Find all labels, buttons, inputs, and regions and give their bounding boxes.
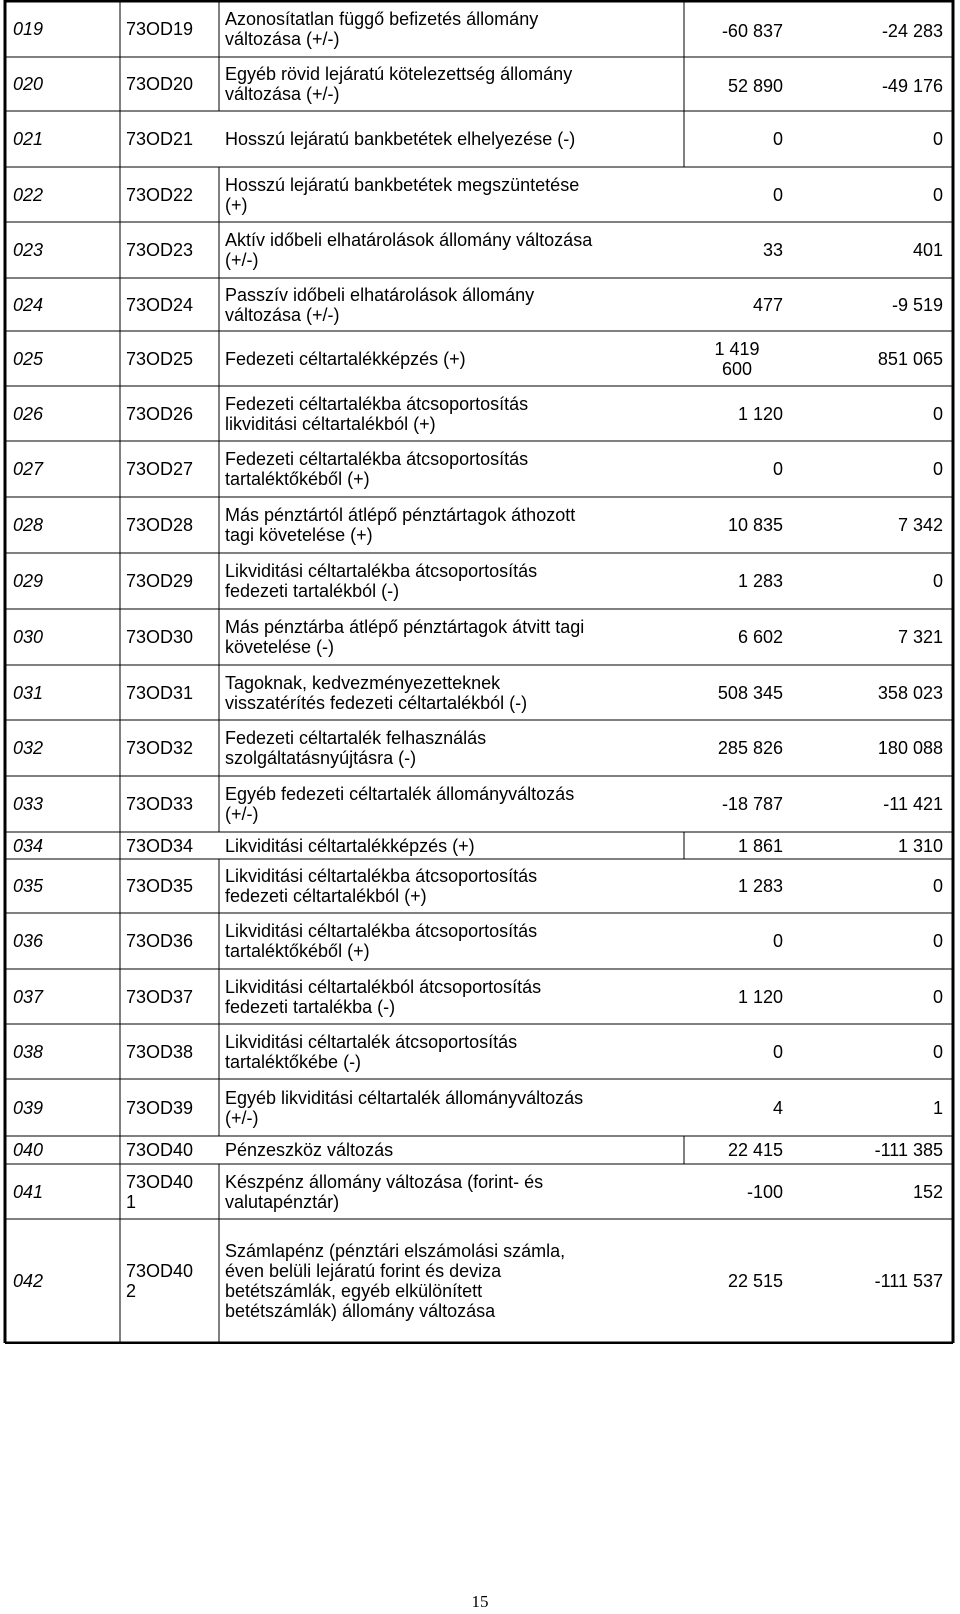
value-previous: 0	[932, 403, 943, 424]
value-previous: -9 519	[891, 294, 943, 315]
value-current	[623, 1042, 783, 1062]
row-description-line: Készpénz állomány változása (forint- és	[225, 1171, 544, 1192]
value-current-line: 0	[772, 1041, 783, 1062]
value-previous: 0	[932, 986, 943, 1007]
value-current	[623, 404, 783, 424]
page-number: 15	[471, 1592, 489, 1611]
row-code-line: 73OD19	[126, 18, 194, 39]
value-current-line: 1 283	[737, 876, 783, 896]
row-code-line: 73OD36	[126, 931, 194, 951]
value-current-line: 508 345	[717, 682, 783, 703]
value-current	[623, 738, 783, 758]
row-number: 031	[13, 682, 44, 703]
row-code-line: 73OD20	[126, 74, 194, 94]
row-number: 019	[13, 18, 44, 39]
row-code	[126, 1042, 216, 1062]
value-current-line: 0	[772, 459, 783, 479]
row-description-line: Likviditási céltartalék átcsoportosítás	[225, 1031, 518, 1052]
value-previous: -24 283	[881, 20, 943, 41]
row-code	[126, 627, 216, 647]
row-number: 037	[13, 986, 44, 1007]
value-previous: 0	[932, 931, 943, 951]
row-description-line: likviditási céltartalékból (+)	[225, 413, 436, 434]
row-code	[126, 404, 216, 424]
value-previous: 1 310	[897, 835, 943, 856]
value-current	[623, 1271, 783, 1291]
value-current	[623, 931, 783, 951]
value-previous: 152	[912, 1181, 943, 1202]
row-number: 027	[13, 459, 44, 479]
row-code	[126, 459, 216, 479]
row-code-line: 73OD21	[126, 129, 194, 149]
row-code	[126, 19, 216, 39]
value-current-line: 52 890	[727, 76, 783, 96]
row-description-line: Pénzeszköz változás	[225, 1140, 394, 1160]
row-code-line: 73OD24	[126, 294, 194, 315]
value-previous: -49 176	[881, 76, 943, 96]
row-description-line: fedezeti tartalékba (-)	[225, 996, 396, 1017]
row-description-line: fedezeti tartalékból (-)	[225, 581, 400, 601]
row-description	[225, 921, 680, 961]
value-current	[687, 339, 787, 379]
value-previous: 0	[932, 129, 943, 149]
row-description-line: Fedezeti céltartalékképzés (+)	[225, 348, 466, 369]
row-code	[126, 1172, 216, 1212]
value-current-line: 1 419	[714, 338, 760, 359]
row-description-line: Egyéb rövid lejáratú kötelezettség állomány	[225, 64, 573, 84]
value-current-line: 285 826	[717, 738, 783, 758]
value-previous: 0	[932, 1041, 943, 1062]
row-code-line: 73OD40	[126, 1171, 194, 1192]
row-code-line: 73OD34	[126, 835, 194, 856]
value-current	[623, 76, 783, 96]
row-description-line: Tagoknak, kedvezményezetteknek	[225, 672, 501, 693]
value-previous: -111 537	[874, 1271, 943, 1291]
row-description-line: Egyéb likviditási céltartalék állományváltozás	[225, 1087, 584, 1108]
row-number: 025	[13, 348, 44, 369]
row-description-line: Likviditási céltartalékba átcsoportosítás	[225, 561, 538, 581]
row-description-line: valutapénztár)	[225, 1191, 340, 1212]
row-number: 020	[13, 74, 44, 94]
row-code-line: 73OD26	[126, 403, 194, 424]
row-number: 042	[13, 1271, 44, 1291]
row-code-line: 73OD38	[126, 1041, 194, 1062]
row-number: 035	[13, 876, 44, 896]
value-previous: 1	[932, 1097, 943, 1118]
row-description-line: (+)	[225, 194, 248, 215]
value-current-line: -60 837	[721, 20, 783, 41]
row-description	[225, 1088, 680, 1128]
row-description-line: Fedezeti céltartalék felhasználás	[225, 728, 487, 748]
row-description	[225, 129, 680, 149]
row-description	[225, 1140, 680, 1160]
value-previous: 851 065	[877, 348, 943, 369]
row-number: 040	[13, 1140, 44, 1160]
value-current-line: 10 835	[727, 515, 783, 535]
row-description-line: betétszámlák, egyéb elkülönített	[225, 1281, 483, 1301]
row-code	[126, 74, 216, 94]
row-code-line: 73OD25	[126, 348, 194, 369]
row-description-line: Fedezeti céltartalékba átcsoportosítás	[225, 393, 529, 414]
value-current-line: 477	[752, 294, 783, 315]
row-number: 026	[13, 403, 44, 424]
value-previous: 0	[932, 876, 943, 896]
row-description-line: Likviditási céltartalékképzés (+)	[225, 835, 475, 856]
value-current	[623, 876, 783, 896]
value-previous: -11 421	[883, 794, 943, 814]
row-description-line: visszatérítés fedezeti céltartalékból (-)	[225, 692, 528, 713]
row-code	[126, 185, 216, 205]
row-description-line: (+/-)	[225, 1107, 259, 1128]
value-current-line: 600	[721, 358, 753, 379]
row-code	[126, 836, 216, 856]
value-current	[623, 683, 783, 703]
value-current-line: 6 602	[737, 627, 783, 647]
row-number: 041	[13, 1181, 44, 1202]
row-description-line: Egyéb fedezeti céltartalék állományváltozás	[225, 784, 575, 804]
row-number: 032	[13, 738, 44, 758]
row-code	[126, 295, 216, 315]
row-description	[225, 1241, 680, 1321]
value-current-line: 22 415	[727, 1140, 783, 1160]
row-code-line: 73OD29	[126, 571, 194, 591]
row-description-line: éven belüli lejáratú forint és deviza	[225, 1261, 502, 1281]
row-code	[126, 1098, 216, 1118]
row-description-line: változása (+/-)	[225, 304, 340, 325]
row-description	[225, 349, 680, 369]
value-previous: 401	[912, 240, 943, 260]
row-code	[126, 683, 216, 703]
row-description	[225, 836, 680, 856]
row-description-line: Likviditási céltartalékba átcsoportosítás	[225, 866, 538, 886]
row-code	[126, 571, 216, 591]
value-current	[623, 836, 783, 856]
row-number: 024	[13, 294, 44, 315]
row-description	[225, 728, 680, 768]
row-description-line: (+/-)	[225, 250, 259, 270]
row-code-line: 73OD22	[126, 184, 194, 205]
value-current-line: -100	[746, 1181, 783, 1202]
row-description	[225, 673, 680, 713]
row-description-line: Likviditási céltartalékba átcsoportosítás	[225, 921, 538, 941]
row-code	[126, 738, 216, 758]
row-description-line: változása (+/-)	[225, 28, 340, 49]
row-description-line: Azonosítatlan függő befizetés állomány	[225, 8, 539, 29]
value-current	[623, 1098, 783, 1118]
value-current	[623, 1182, 783, 1202]
row-description-line: Passzív időbeli elhatárolások állomány	[225, 284, 535, 305]
row-description-line: Más pénztárba átlépő pénztártagok átvitt tagi	[225, 617, 585, 637]
row-code-line: 73OD30	[126, 627, 194, 647]
value-current-line: 0	[772, 129, 783, 149]
row-code	[126, 987, 216, 1007]
row-description-line: tartaléktőkébe (-)	[225, 1051, 362, 1072]
row-description-line: Más pénztártól átlépő pénztártagok áthozott	[225, 505, 576, 525]
row-description	[225, 561, 680, 601]
value-current	[623, 295, 783, 315]
row-code	[126, 876, 216, 896]
value-current-line: 22 515	[727, 1271, 783, 1291]
value-current-line: 33	[762, 240, 783, 260]
row-description	[225, 230, 680, 270]
row-description-line: tartaléktőkéből (+)	[225, 941, 370, 961]
row-number: 023	[13, 240, 44, 260]
row-code	[126, 129, 216, 149]
value-current	[623, 21, 783, 41]
row-description	[225, 9, 680, 49]
row-code-line: 73OD28	[126, 515, 194, 535]
row-code-line: 73OD33	[126, 794, 194, 814]
value-previous: -111 385	[874, 1140, 943, 1160]
row-description-line: Hosszú lejáratú bankbetétek megszüntetése	[225, 174, 580, 195]
value-current-line: 1 120	[737, 986, 783, 1007]
row-code	[126, 240, 216, 260]
row-description-line: Hosszú lejáratú bankbetétek elhelyezése (-)	[225, 129, 576, 149]
value-current-line: 0	[772, 184, 783, 205]
row-number: 038	[13, 1041, 44, 1062]
value-current	[623, 129, 783, 149]
row-code	[126, 1261, 216, 1301]
row-description-line: Likviditási céltartalékból átcsoportosítás	[225, 976, 542, 997]
row-code-line: 73OD32	[126, 738, 194, 758]
value-current	[623, 571, 783, 591]
row-description	[225, 977, 680, 1017]
row-number: 034	[13, 835, 44, 856]
value-current-line: 1 861	[737, 835, 783, 856]
row-description-line: betétszámlák) állomány változása	[225, 1301, 496, 1321]
value-previous: 358 023	[877, 682, 943, 703]
value-current	[623, 627, 783, 647]
row-description	[225, 449, 680, 489]
row-number: 036	[13, 931, 44, 951]
row-description-line: változása (+/-)	[225, 84, 340, 104]
row-description-line: Aktív időbeli elhatárolások állomány változása	[225, 230, 593, 250]
row-description	[225, 394, 680, 434]
row-description	[225, 505, 680, 545]
value-previous: 7 321	[897, 627, 943, 647]
row-code-line: 73OD40	[126, 1140, 194, 1160]
value-previous: 180 088	[877, 738, 943, 758]
row-code	[126, 1140, 216, 1160]
row-number: 033	[13, 794, 44, 814]
value-current-line: 0	[772, 931, 783, 951]
value-current	[623, 240, 783, 260]
value-current-line: 1 120	[737, 403, 783, 424]
row-code	[126, 515, 216, 535]
row-code-line: 73OD35	[126, 876, 194, 896]
row-description	[225, 784, 680, 824]
value-current-line: -18 787	[721, 794, 783, 814]
value-current-line: 4	[772, 1097, 783, 1118]
row-code-line: 73OD40	[126, 1261, 194, 1281]
row-code-line: 2	[126, 1281, 137, 1301]
row-description-line: követelése (-)	[225, 637, 335, 657]
value-current	[623, 794, 783, 814]
row-number: 039	[13, 1097, 44, 1118]
row-description	[225, 175, 680, 215]
row-description	[225, 1032, 680, 1072]
value-current	[623, 185, 783, 205]
row-number: 021	[13, 129, 44, 149]
row-description-line: fedezeti céltartalékból (+)	[225, 886, 427, 906]
row-description-line: tartaléktőkéből (+)	[225, 469, 370, 489]
financial-table	[3, 0, 955, 1344]
row-description	[225, 1172, 680, 1212]
row-description-line: (+/-)	[225, 804, 259, 824]
row-description-line: szolgáltatásnyújtásra (-)	[225, 748, 417, 768]
value-previous: 0	[932, 184, 943, 205]
row-description	[225, 64, 680, 104]
row-description-line: tagi követelése (+)	[225, 525, 373, 545]
value-current-line: 1 283	[737, 571, 783, 591]
value-current	[623, 1140, 783, 1160]
row-number: 029	[13, 571, 44, 591]
row-number: 028	[13, 515, 44, 535]
row-code-line: 1	[126, 1191, 137, 1212]
row-number: 030	[13, 627, 44, 647]
value-previous: 0	[932, 571, 943, 591]
row-code-line: 73OD27	[126, 459, 194, 479]
row-code-line: 73OD37	[126, 986, 194, 1007]
row-description-line: Fedezeti céltartalékba átcsoportosítás	[225, 449, 529, 469]
value-current	[623, 515, 783, 535]
value-current	[623, 987, 783, 1007]
row-code	[126, 349, 216, 369]
value-previous: 7 342	[897, 515, 943, 535]
row-description	[225, 285, 680, 325]
row-code-line: 73OD23	[126, 240, 194, 260]
row-description-line: Számlapénz (pénztári elszámolási számla,	[225, 1241, 566, 1261]
row-code-line: 73OD31	[126, 682, 194, 703]
row-number: 022	[13, 184, 44, 205]
value-current	[623, 459, 783, 479]
row-description	[225, 866, 680, 906]
value-previous: 0	[932, 459, 943, 479]
row-code	[126, 931, 216, 951]
row-code-line: 73OD39	[126, 1097, 194, 1118]
row-description	[225, 617, 680, 657]
row-code	[126, 794, 216, 814]
